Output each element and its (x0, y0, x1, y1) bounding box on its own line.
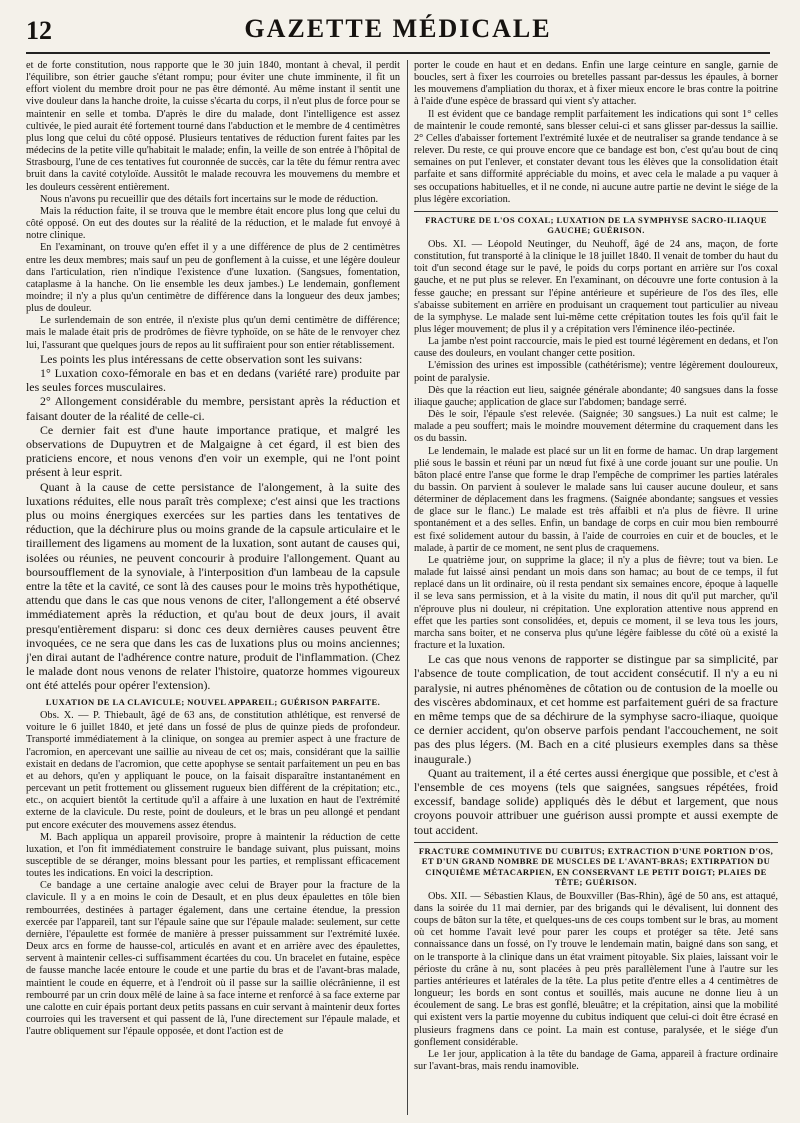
left-column (26, 60, 400, 1117)
paragraph: Obs. XII. — Sébastien Klaus, de Bouxviller (Bas-Rhin), âgé de 50 ans, est attaqué, dans la soirée du 11 mai dernier, par des brigands qui le dévalisent, lui donnent des coups de bâton sur la tête, et quelques-uns de ces coups tombent sur le bras, au moment où cet homme l'avait levé pour parer les coups et protéger sa tête. Jeté sans connaissance dans un fossé, on l'y trouve le lendemain matin, baigné dans son sang, et on le transporte à la clinique dans un état vraiment pitoyable. Six plaies, laissant voir le périoste du crâne à nu, sont placées à peu près parallèlement l'une à l'autre sur les parties antérieures et latérales de la tête. La plus petite d'entre elles a 4 centimètres de longueur; les bords en sont contus et souillés, mais aucune ne donne lieu à un écoulement de sang. Le bras est gonflé, bleuâtre; et la crépitation, ainsi que la mobilité qui existent vers la partie moyenne du cubitus indiquent que celui-ci doit être écrasé en plusieurs fragmens dans ce point. La main est contuse, paralysée, et le siége d'un gonflement considérable. (414, 890, 778, 1048)
page-number: 12 (26, 16, 52, 45)
paragraph: Ce dernier fait est d'une haute importance pratique, et malgré les observations de Dupuytren et de Malgaigne à cet égard, il est bien des praticiens encore, et nous venons d'en voir un exemple, qui ne l'ont point présent à leur esprit. (26, 422, 400, 480)
paragraph: La jambe n'est point raccourcie, mais le pied est tourné légèrement en dedans, et l'on cause des douleurs, en voulant changer cette position. (414, 336, 778, 360)
paragraph: Dès que la réaction eut lieu, saignée générale abondante; 40 sangsues dans la fosse iliaque gauche; application de glace sur l'abdomen; bandage serré. (414, 384, 778, 408)
paragraph: Le 1er jour, application à la tête du bandage de Gama, appareil à fracture ordinaire sur l'avant-bras, mais rendu inamovible. (414, 1048, 778, 1073)
section-heading: FRACTURE COMMINUTIVE DU CUBITUS; EXTRACTION D'UNE PORTION D'OS, ET D'UN GRAND NOMBRE DE MUSCLES DE L'AVANT-BRAS; EXTIRPATION DU CINQUIÈME MÉTACARPIEN, EN CONSERVANT LE PETIT DOIGT; PLAIES DE TÊTE; GUÉRISON. (414, 842, 778, 888)
page-header (26, 14, 770, 48)
paragraph: porter le coude en haut et en dedans. Enfin une large ceinture en sangle, garnie de boucles, sert à fixer les courroies ou bretelles passant par-dessus les épaules, à borner les mouvemens d'ampliation du thorax, et à fixer mieux encore le bras contre la poitrine à l'aide d'une espèce de brassard qui vient s'y attacher. (414, 60, 778, 108)
section-heading: LUXATION DE LA CLAVICULE; NOUVEL APPAREIL; GUÉRISON PARFAITE. (45, 696, 381, 707)
paragraph: Le lendemain, le malade est placé sur un lit en forme de hamac. Un drap largement plié sous le bassin et réuni par un nœud fut fixé à une corde jouant sur une poulie. Un bâton placé entre l'anse que forme le drap l'empêche de comprimer les parties latérales du bassin. On parvient à soulever le malade sans lui causer aucune douleur, et sans déterminer de déplacement dans les fragmens. (Saignée abondante; sangsues et vessies de glace sur le flanc.) Le malade est très affaibli et n'a plus de fièvre. Il urine spontanément et a des selles. Enfin, un bandage de corps en cuir mou bien rembourré est fixé solidement autour du bassin, à l'aide de courroies en cuir et de boucles, et le malade, à partir de ce moment, ne sent plus de craquemens. (414, 445, 778, 554)
paragraph: Les points les plus intéressans de cette observation sont les suivans: (40, 351, 363, 366)
right-column (414, 60, 778, 1117)
paragraph: M. Bach appliqua un appareil provisoire, propre à maintenir la réduction de cette luxation, et l'on fit immédiatement construire le bandage suivant, plus puissant, moins susceptible de se déranger, moins blessant pour les parties, et remplissant efficacement toutes les indications. En voici la description. (26, 831, 400, 880)
paragraph: Quant au traitement, il a été certes aussi énergique que possible, et c'est à l'ensemble de ces moyens (tels que saignées, sangsues répétées, froid excessif, bandage solide) appliqués dès le début et largement, que nous croyons pouvoir attribuer une guérison aussi prompte et aussi exempte de tout accident. (414, 765, 778, 837)
column-divider (407, 60, 408, 1115)
paragraph: Le cas que nous venons de rapporter se distingue par sa simplicité, par l'absence de toute complication, de tout accident consécutif. Il n'y a eu ni paralysie, ni autres phénomènes de côtation ou de contusion de la moelle ou des viscères abdominaux, et cet homme est parfaitement guéri de sa fracture en même temps que de sa déchirure de la symphyse sacro-iliaque, quoique ce dernier accident, qu'on observe parfois pendant l'accouchement, ne soit pas des plus légers. (M. Bach en a cité plusieurs exemples dans sa thèse inaugurale.) (414, 652, 778, 766)
paragraph: Nous n'avons pu recueillir que des détails fort incertains sur le mode de réduction. (40, 193, 379, 205)
paragraph: Ce bandage a une certaine analogie avec celui de Brayer pour la fracture de la clavicule. Il y a en moins le coin de Desault, et en plus deux épaulettes en tôle bien rembourrées, destinées à partager également, dans une certaine étendue, la pression exercée par l'appareil, tant sur l'épaule saine que sur l'épaule malade: seulement, sur cette dernière, l'épaulette est formée de manière à presser puissamment sur l'extrémité luxée. Deux arcs en forme de hausse-col, articulés en avant et en arrière avec des épaulettes, servent à maintenir celles-ci suffisamment écartées du cou. Un bracelet en futaine, espèce de fausse manche lacée entoure le coude et une partie du bras et de l'avant-bras malade, maintient le coude en équerre, et à l'endroit où il passe sur la saillie olécrânienne, il est rembourré par un crin doux mêlé de laine à sa face interne et renforcé à sa face externe par une calotte en cuir épais portant deux petits passans en cuir servant à maintenir deux fortes courroies qui les traversent et qui passent de là, l'une directement sur l'épaule malade, et l'autre obliquement sur l'épaule opposée, et dont l'action est de (26, 880, 400, 1038)
paragraph: Le quatrième jour, on supprime la glace; il n'y a plus de fièvre; tout va bien. Le malade fut laissé ainsi pendant un mois dans son hamac; au bout de ce temps, il fut replacé dans un lit ordinaire, où il resta pendant six semaines encore, époque à laquelle il se leva sans permission, et à la visite du matin, il nous dit qu'il put marcher, qu'il n'éprouve plus ni douleur, ni crépitation. Une exploration attentive nous apprend en effet que les parties sont consolidées, et, depuis ce moment, il se leva tous les jours, marcha sans boiter, et ne conserva plus qu'une légère faiblesse du côté où a existé la fracture et la luxation. (414, 554, 778, 652)
header-rule (26, 52, 770, 54)
paragraph: Mais la réduction faite, il se trouva que le membre était encore plus long que celui du côté opposé. On eut des doutes sur la réalité de la réduction, et le malade fut envoyé à notre clinique. (26, 205, 400, 242)
journal-title: GAZETTE MÉDICALE (244, 14, 552, 43)
paragraph: Quant à la cause de cette persistance de l'alongement, à la suite des luxations réduites, elle nous paraît très complexe; c'est ainsi que les tractions plus ou moins énergiques exercées sur les parties dans les tentatives de réduction, que la déchirure plus ou moins grande de la capsule articulaire et le tiraillement des ligamens au moment de la luxation, sont autant de causes qui, isolées ou réunies, ne peuvent concourir à produire l'allongement. Quant au boursoufflement de la synoviale, à l'interposition d'un lambeau de la capsule entre la tête et la cavité, ce sont là des causes pour le moins très hypothétique, attendu que dans le cas que nous venons de citer, l'allongement a été observé immédiatement après la réduction, et qu'au bout de deux jours, il avait presqu'entièrement disparu: si donc ces deux dernières causes peuvent être invoquées, ce ne sera que dans les cas de luxations plus ou moins anciennes; j'en dirai autant de l'adhérence contre nature, produit de l'inflammation. (Chez le malade dont nous venons de relater l'histoire, quatorze hommes vigoureux ont été attelés pour opérer l'extension). (26, 479, 400, 693)
paragraph: Obs. XI. — Léopold Neutinger, du Neuhoff, âgé de 24 ans, maçon, de forte constitution, fut transporté à la clinique le 18 juillet 1840. Il venait de tomber du haut du toit d'un second étage sur le pavé, le poids du corps portant en arrière sur l'os coxal gauche, et ne put plus se relever. En l'examinant, on découvre une forte contusion à la fesse gauche; en pressant sur l'épine antérieure et supérieure de l'os des îles, elle s'abaisse subitement en arrière en produisant un craquement tout particulier au niveau de la symphyse. Le malade sent lui-même cette crépitation toutes les fois qu'il fait le plus léger mouvement; de plus il y a crépitation vers l'éminence iléo-pectinée. (414, 238, 778, 335)
paragraph: Le surlendemain de son entrée, il n'existe plus qu'un demi centimètre de différence; mais le malade était pris de prodrômes de fièvre typhoïde, on se hâte de le renvoyer chez lui, l'assurant que quelques jours de repos au lit suffiraient pour son entier rétablissement. (26, 315, 400, 351)
paragraph: 1° Luxation coxo-fémorale en bas et en dedans (variété rare) produite par les seules forces musculaires. (26, 365, 400, 395)
section-heading: FRACTURE DE L'OS COXAL; LUXATION DE LA SYMPHYSE SACRO-ILIAQUE GAUCHE; GUÉRISON. (414, 211, 778, 236)
paragraph: Dès le soir, l'épaule s'est relevée. (Saignée; 30 sangsues.) La nuit est calme; le malade a peu souffert; mais le moindre mouvement détermine du craquement dans les os du bassin. (414, 409, 778, 445)
paragraph: En l'examinant, on trouve qu'en effet il y a une différence de plus de 2 centimètres entre les deux membres; mais sauf un peu de gonflement à la cuisse, et une légère douleur dans l'articulation, rien n'indique l'existence d'une luxation. (Sangsues, fomentation, cataplasme à la hanche. On lie ensemble les deux jambes.) Le lendemain, gonflement moindre; il n'y a plus qu'un centimètre de différence dans la longueur des deux jambes; plus de douleur. (26, 242, 400, 315)
paragraph: Il est évident que ce bandage remplit parfaitement les indications qui sont 1° celles de maintenir le coude remonté, sans blesser celui-ci et sans glisser par-dessus la saillie. 2° Celles d'abaisser fortement l'extrémité luxée et de neutraliser sa grande tendance à se relever. Du reste, ce qui prouve encore que ce bandage est bon, c'est qu'au bout de cinq semaines on put l'enlever, et constater devant tous les élèves que la consolidation était parfaite et sans difformité appréciable du moins, et avec cela le malade a pu vaquer à ses occupations habituelles, et il ne conde, ni aucune autre partie ne devint le siége de la plus légère excoriation. (414, 108, 778, 205)
paragraph: L'émission des urines est impossible (cathétérisme); ventre légèrement douloureux, point de paralysie. (414, 360, 778, 384)
paragraph: Obs. X. — P. Thiebault, âgé de 63 ans, de constitution athlétique, est renversé de voiture le 6 juillet 1840, et jeté dans un fossé de plus de quinze pieds de profondeur. Transporté immédiatement à la clinique, on songea au premier aspect à une fracture de l'acromion, en apercevant une saillie au niveau de cet os; mais, considérant que la saillie existait en dedans de l'acromion, que cette apophyse se sentait parfaitement un peu en bas et au dehors, qu'en y appliquant le pouce, on la faisait disparaître instantanément en percevant un petit frottement ou glissement rugueux bien différent de la crépitation; etc., etc., on acquiert bientôt la certitude qu'il a affaire à une luxation en haut de l'extrémité externe de la clavicule. Du reste, point de douleurs, et le bras un peu allongé et pendant put encore exécuter des mouvemens assez étendus. (26, 710, 400, 831)
paragraph: et de forte constitution, nous rapporte que le 30 juin 1840, montant à cheval, il perdit l'équilibre, son étrier gauche s'étant rompu; pour éviter une chute imminente, il fit un effort violent du membre droit pour ne pas être démonté. Au même instant il sentit une vive douleur dans la hanche droite, la cuisse s'écarta du corps, il n'eut plus de force pour se maintenir en selle et tomba. D'après le dire du malade, dont l'intelligence est assez cultivée, le pied aurait été fortement tourné dans l'abduction et le membre de 4 centimètres plus long que celui du côté opposé. Plusieurs tentatives de réduction furent faites par les médecins de la petite ville qu'habitait le malade; enfin, la veille de son entrée à l'hôpital de Strasbourg, l'une de ces tentatives fut couronnée de succès, car la tête du fémur rentra avec bruit dans la cavité cotyloïde. Aussitôt le malade recouvra les mouvemens du membre et les douleurs cessèrent entièrement. (26, 60, 400, 193)
paragraph: 2° Allongement considérable du membre, persistant après la réduction et faisant douter de la réalité de celle-ci. (26, 394, 400, 423)
